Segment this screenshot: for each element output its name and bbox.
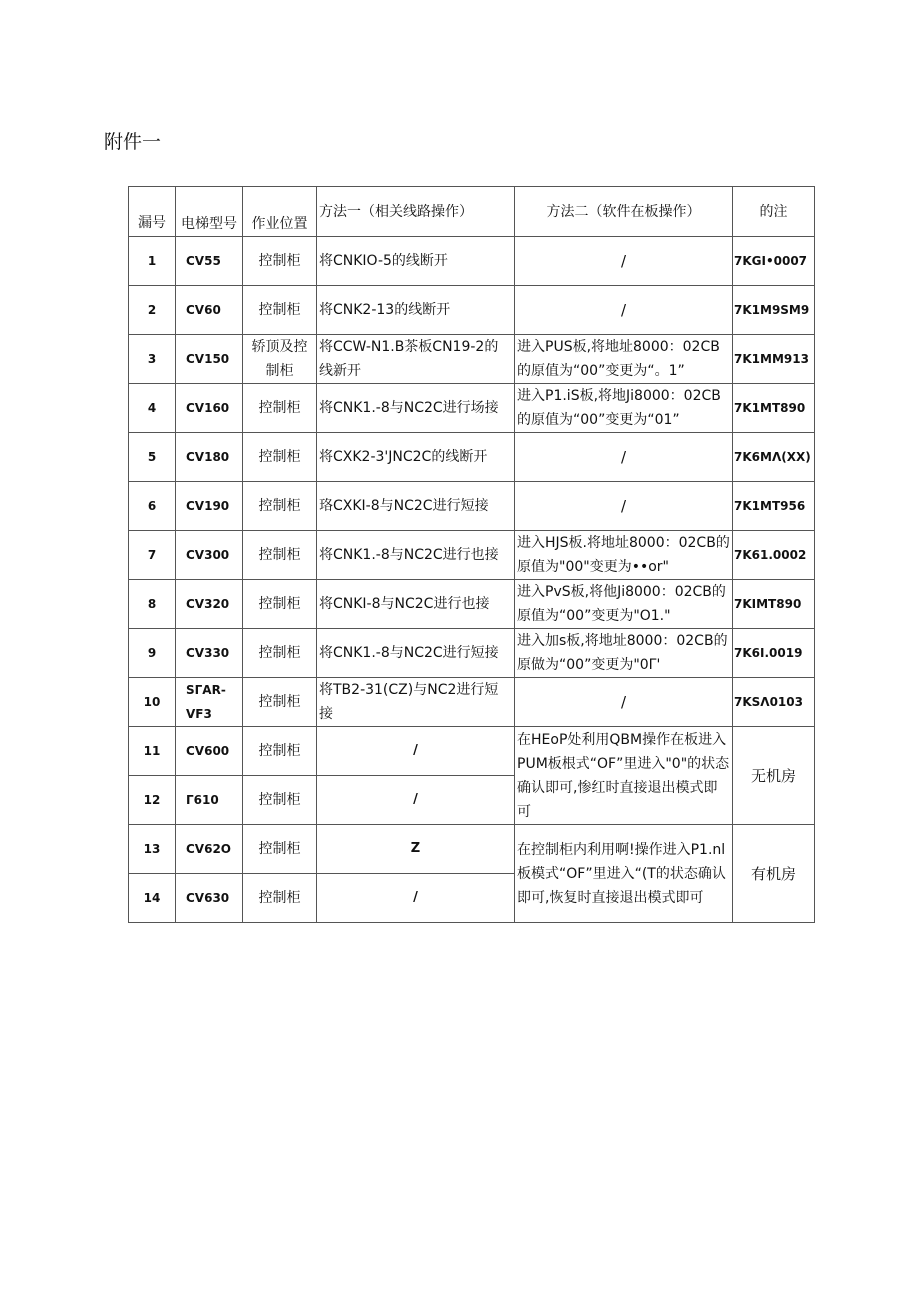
row-num: 11 xyxy=(129,727,176,776)
row-model: CV330 xyxy=(176,629,243,678)
header-num: 漏号 xyxy=(129,187,176,237)
row-method1: 将CXK2-3'JNC2C的线断开 xyxy=(317,433,515,482)
table-row xyxy=(129,727,815,776)
row-method1: 将CNKIO-5的线断开 xyxy=(317,237,515,286)
row-num: 2 xyxy=(129,286,176,335)
row-method1: / xyxy=(317,874,515,923)
row-model: CV600 xyxy=(176,727,243,776)
row-method1: 将TB2-31(CZ)与NC2进行短接 xyxy=(317,678,515,727)
row-note: 7K61.0002 xyxy=(733,531,815,580)
header-model: 电梯型号 xyxy=(176,187,243,237)
row-num: 3 xyxy=(129,335,176,384)
row-method2 xyxy=(515,580,733,629)
group-note: 无机房 xyxy=(733,727,815,825)
row-num: 5 xyxy=(129,433,176,482)
row-method2-text: 进入加s板,将地址8000：02CB的原做为“00”变更为"0Γ' xyxy=(517,633,728,673)
attachment-heading: 附件一 xyxy=(104,131,162,153)
elevator-operation-table xyxy=(128,186,815,923)
row-num: 7 xyxy=(129,531,176,580)
row-method2 xyxy=(515,531,733,580)
table-row xyxy=(129,531,815,580)
row-model: CV320 xyxy=(176,580,243,629)
row-method1-text: 将CCW-N1.B茶板CN19-2的线新开 xyxy=(319,339,499,379)
row-model: CV180 xyxy=(176,433,243,482)
row-location: 控制柜 xyxy=(243,433,317,482)
row-method2: / xyxy=(515,482,733,531)
table-row xyxy=(129,580,815,629)
row-note: 7KIMT890 xyxy=(733,580,815,629)
table-row xyxy=(129,678,815,727)
row-note: 7KGI•0007 xyxy=(733,237,815,286)
row-location: 控制柜 xyxy=(243,286,317,335)
row-note: 7K6MΛ(XX) xyxy=(733,433,815,482)
row-location: 控制柜 xyxy=(243,678,317,727)
row-location: 控制柜 xyxy=(243,727,317,776)
row-num: 9 xyxy=(129,629,176,678)
row-method1: / xyxy=(317,727,515,776)
row-location: 轿顶及控制柜 xyxy=(243,335,317,384)
row-method2-text: 进入HJS板.将地址8000：02CB的原值为"00"变更为••or" xyxy=(517,535,730,575)
row-model: CV60 xyxy=(176,286,243,335)
row-method2: / xyxy=(515,678,733,727)
row-note: 7K1MM913 xyxy=(733,335,815,384)
row-note: 7K1MT956 xyxy=(733,482,815,531)
row-location: 控制柜 xyxy=(243,874,317,923)
row-method2-text: 进入PUS板,将地址8000：02CB的原值为“00”变更为“。1” xyxy=(517,339,720,379)
row-method2 xyxy=(515,335,733,384)
row-location: 控制柜 xyxy=(243,580,317,629)
row-note: 7KSΛ0103 xyxy=(733,678,815,727)
group-note: 有机房 xyxy=(733,825,815,923)
group-method2: 在HEoP处利用QBM操作在板进入PUM板根式“OF”里进入"0"的状态确认即可,惨红时直接退出模式即可 xyxy=(515,727,733,825)
row-location: 控制柜 xyxy=(243,825,317,874)
row-location: 控制柜 xyxy=(243,384,317,433)
table-row xyxy=(129,433,815,482)
row-num: 12 xyxy=(129,776,176,825)
row-method2 xyxy=(515,629,733,678)
table-row xyxy=(129,286,815,335)
row-num: 1 xyxy=(129,237,176,286)
row-method1: 将CNK1.-8与NC2C进行场接 xyxy=(317,384,515,433)
row-method2: / xyxy=(515,286,733,335)
row-model: SΓAR-VF3 xyxy=(176,678,243,727)
table-row xyxy=(129,482,815,531)
row-method2-text: 进入PvS板,将他Ji8000：02CB的原值为“00”变更为"O1." xyxy=(517,584,726,624)
row-model: CV150 xyxy=(176,335,243,384)
row-method1: Z xyxy=(317,825,515,874)
row-location: 控制柜 xyxy=(243,776,317,825)
row-method1 xyxy=(317,335,515,384)
row-model: CV300 xyxy=(176,531,243,580)
row-model: CV190 xyxy=(176,482,243,531)
row-method1: 将CNK2-13的线断开 xyxy=(317,286,515,335)
row-num: 10 xyxy=(129,678,176,727)
row-model: CV55 xyxy=(176,237,243,286)
table-row xyxy=(129,629,815,678)
row-model: CV630 xyxy=(176,874,243,923)
table-row xyxy=(129,825,815,874)
header-note: 的注 xyxy=(733,187,815,237)
row-note: 7K6I.0019 xyxy=(733,629,815,678)
row-num: 6 xyxy=(129,482,176,531)
row-location: 控制柜 xyxy=(243,237,317,286)
row-model: CV160 xyxy=(176,384,243,433)
row-num: 14 xyxy=(129,874,176,923)
group-method2: 在控制柜内利用啊!操作进入P1.nl板模式“OF”里进入“(T的状态确认即可,恢复时直接退出模式即可 xyxy=(515,825,733,923)
row-method1: 将CNKI-8与NC2C进行也接 xyxy=(317,580,515,629)
row-method2: / xyxy=(515,433,733,482)
table-header-row xyxy=(129,187,815,237)
row-num: 8 xyxy=(129,580,176,629)
row-note: 7K1M9SM9 xyxy=(733,286,815,335)
row-location: 控制柜 xyxy=(243,482,317,531)
table-row xyxy=(129,335,815,384)
row-method2: / xyxy=(515,237,733,286)
row-num: 13 xyxy=(129,825,176,874)
header-method1: 方法一（相关线路操作） xyxy=(317,187,515,237)
table-row xyxy=(129,384,815,433)
table-row xyxy=(129,237,815,286)
row-model: CV62O xyxy=(176,825,243,874)
header-location: 作业位置 xyxy=(243,187,317,237)
row-location: 控制柜 xyxy=(243,629,317,678)
header-method2: 方法二（软件在板操作） xyxy=(515,187,733,237)
row-num: 4 xyxy=(129,384,176,433)
row-note: 7K1MT890 xyxy=(733,384,815,433)
row-method1: 将CNK1.-8与NC2C进行也接 xyxy=(317,531,515,580)
row-method2-text: 进入P1.iS板,将地Ji8000：02CB的原值为“00”变更为“01” xyxy=(517,388,721,428)
row-method1: / xyxy=(317,776,515,825)
row-method2 xyxy=(515,384,733,433)
row-model: Γ610 xyxy=(176,776,243,825)
row-method1: 珞CXKI-8与NC2C进行短接 xyxy=(317,482,515,531)
row-method1: 将CNK1.-8与NC2C进行短接 xyxy=(317,629,515,678)
row-location: 控制柜 xyxy=(243,531,317,580)
